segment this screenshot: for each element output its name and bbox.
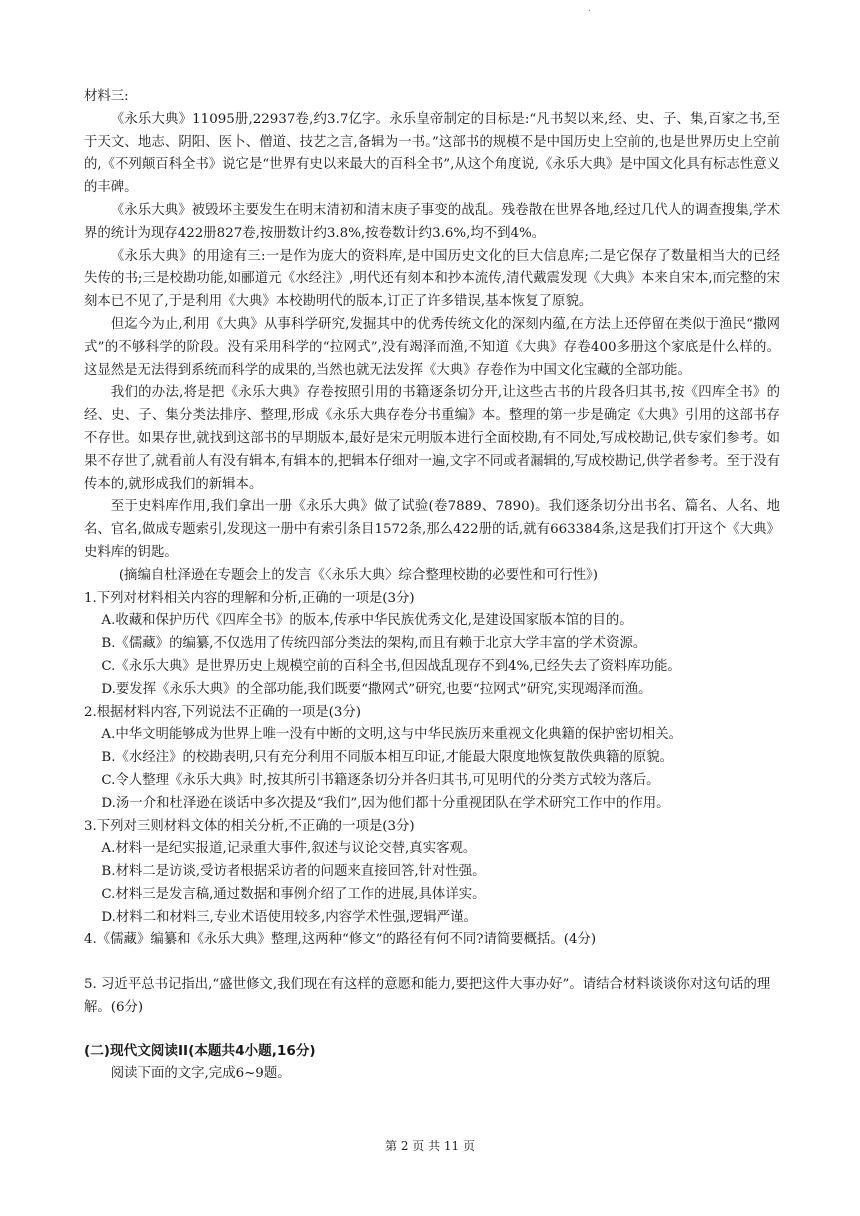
option-a: A.材料一是纪实报道,记录重大事件,叙述与议论交替,真实客观。 bbox=[101, 841, 477, 857]
question-stem: 3.下列对三则材料文体的相关分析,不正确的一项是(3分) bbox=[84, 818, 415, 834]
page-footer: 第 2 页 共 11 页 bbox=[385, 1139, 475, 1153]
paragraph: 《永乐大典》的用途有三:一是作为庞大的资料库,是中国历史文化的巨大信息库;二是它保存了数量相当大的已经失传的书;三是校勘功能,如郦道元《水经注》,明代还有刻本和抄本流传,清代戴震发现《大典》本来自宋本,而完整的宋刻本已不见了,于是利用《大典》本校勘明代的版本,订正了许多错误,基本恢复了原貌。 bbox=[84, 248, 780, 310]
source-note: (摘编自杜泽逊在专题会上的发言《〈永乐大典〉综合整理校勘的必要性和可行性》) bbox=[118, 567, 598, 583]
option-d: D.汤一介和杜泽逊在谈话中多次提及“我们”,因为他们都十分重视团队在学术研究工作中的作用。 bbox=[101, 795, 670, 811]
question-stem: 1.下列对材料相关内容的理解和分析,正确的一项是(3分) bbox=[84, 590, 415, 606]
paragraph: 我们的办法,将是把《永乐大典》存卷按照引用的书籍逐条切分开,让这些古书的片段各归其书,按《四库全书》的经、史、子、集分类法排序、整理,形成《永乐大典存卷分书重编》本。整理的第一步是确定《大典》引用的这部书存不存世。如果存世,就找到这部书的早期版本,最好是宋元明版本进行全面校勘,有不同处,写成校勘记,供专家们参考。如果不存世了,就看前人有没有辑本,有辑本的,把辑本仔细对一遍,文字不同或者漏辑的,写成校勘记,供学者参考。至于没有传本的,就形成我们的新辑本。 bbox=[84, 385, 780, 492]
question-3 bbox=[84, 816, 780, 930]
option-b: B.《水经注》的校勘表明,只有充分利用不同版本相互印证,才能最大限度地恢复散佚典籍的原貌。 bbox=[101, 750, 674, 766]
option-c: C.令人整理《永乐大典》时,按其所引书籍逐条切分并各归其书,可见明代的分类方式较为落后。 bbox=[101, 772, 660, 788]
paragraph: 《永乐大典》被毁坏主要发生在明末清初和清末庚子事变的战乱。残卷散在世界各地,经过几代人的调查搜集,学术界的统计为现存422册827卷,按册数计约3.8%,按卷数计约3.6%,均不到4%。 bbox=[84, 202, 780, 241]
material-title: 材料三: bbox=[84, 89, 129, 104]
option-d: D.要发挥《永乐大典》的全部功能,我们既要“撒网式”研究,也要“拉网式”研究,实现竭泽而渔。 bbox=[101, 681, 652, 697]
option-b: B.《儒藏》的编纂,不仅选用了传统四部分类法的架构,而且有赖于北京大学丰富的学术资源。 bbox=[101, 636, 647, 652]
option-b: B.材料二是访谈,受访者根据采访者的问题来直接回答,针对性强。 bbox=[101, 864, 486, 880]
paragraph: 《永乐大典》11095册,22937卷,约3.7亿字。永乐皇帝制定的目标是:“凡书契以来,经、史、子、集,百家之书,至于天文、地志、阴阳、医卜、僧道、技艺之言,备辑为一书。”这部书的规模不是中国历史上空前的,也是世界历史上空前的,《不列颠百科全书》说它是“世界有史以来最大的百科全书”,从这个角度说,《永乐大典》是中国文化具有标志性意义的丰碑。 bbox=[84, 111, 780, 196]
section-title: (二)现代文阅读II(本题共4小题,16分) bbox=[84, 1042, 316, 1059]
top-mark: · bbox=[588, 6, 592, 17]
question-2 bbox=[84, 702, 780, 816]
option-a: A.收藏和保护历代《四库全书》的版本,传承中华民族优秀文化,是建设国家版本馆的目的。 bbox=[101, 613, 633, 629]
question-5: 5. 习近平总书记指出,“盛世修文,我们现在有这样的意愿和能力,要把这件大事办好”。请结合材料谈谈你对这句话的理解。(6分) bbox=[84, 977, 771, 1016]
option-c: C.《永乐大典》是世界历史上规模空前的百科全书,但因战乱现存不到4%,已经失去了资料库功能。 bbox=[101, 658, 681, 674]
question-stem: 2.根据材料内容,下列说法不正确的一项是(3分) bbox=[84, 704, 362, 720]
exam-page-content bbox=[84, 86, 780, 1085]
section-instruction: 阅读下面的文字,完成6~9题。 bbox=[110, 1065, 291, 1081]
paragraph: 至于史料库作用,我们拿出一册《永乐大典》做了试验(卷7889、7890)。我们逐条切分出书名、篇名、人名、地名、官名,做成专题索引,发现这一册中有索引条目1572条,那么422册的话,就有663384条,这是我们打开这个《大典》史料库的钥匙。 bbox=[84, 499, 780, 560]
paragraph: 但迄今为止,利用《大典》从事科学研究,发掘其中的优秀传统文化的深刻内蕴,在方法上还停留在类似于渔民“撒网式”的不够科学的阶段。没有采用科学的“拉网式”,没有竭泽而渔,不知道《大典》存卷400多册这个家底是什么样的。这显然是无法得到系统而科学的成果的,当然也就无法发挥《大典》存卷作为中国文化宝藏的全部功能。 bbox=[84, 316, 780, 378]
option-a: A.中华文明能够成为世界上唯一没有中断的文明,这与中华民族历来重视文化典籍的保护密切相关。 bbox=[101, 727, 682, 743]
question-1 bbox=[84, 588, 780, 702]
option-c: C.材料三是发言稿,通过数据和事例介绍了工作的进展,具体详实。 bbox=[101, 886, 486, 902]
question-4: 4.《儒藏》编纂和《永乐大典》整理,这两种“修文”的路径有何不同?请简要概括。(4分) bbox=[84, 932, 597, 948]
option-d: D.材料二和材料三,专业术语使用较多,内容学术性强,逻辑严谨。 bbox=[101, 909, 477, 925]
